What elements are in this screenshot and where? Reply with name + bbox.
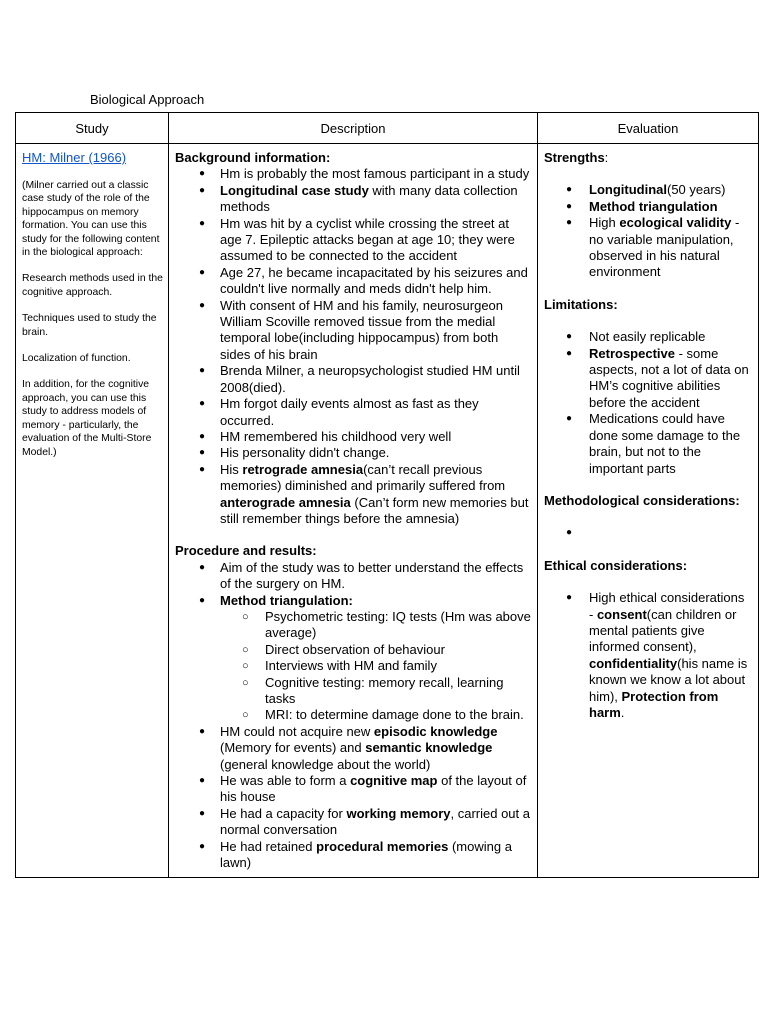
- strengths-colon: :: [604, 150, 609, 165]
- methodological-heading: Methodological considerations:: [544, 492, 740, 508]
- text: (can’t recall previous memories) diminished and primarily suffered from: [220, 461, 506, 494]
- list-item: [544, 525, 752, 541]
- text: HM could not acquire new: [220, 723, 374, 739]
- study-cell: [16, 144, 169, 878]
- list-item: [175, 593, 531, 724]
- header-study: Study: [16, 113, 169, 144]
- study-row: [16, 144, 759, 878]
- sublist-item: ○ Cognitive testing: memory recall, learning tasks: [220, 675, 531, 708]
- list-item: [175, 216, 531, 265]
- text: With consent of HM and his family, neurosurgeon William Scoville removed tissue from the medial temporal lobe(including hippocampus) from both sides of his brain: [220, 297, 504, 362]
- bold-text: retrograde amnesia: [242, 461, 364, 477]
- text: (can children or mental patients give informed consent),: [589, 606, 737, 655]
- sublist-item: ○ Direct observation of behaviour: [220, 642, 531, 658]
- list-item: [544, 411, 752, 477]
- bold-text: Longitudinal case study: [220, 182, 369, 198]
- text: HM remembered his childhood very well: [220, 428, 452, 444]
- text: - no variable manipulation, observed in his natural environment: [589, 215, 740, 280]
- text: Hm was hit by a cyclist while crossing the street at age 7. Epileptic attacks began at age 10; they were assumed to be connected to the accident: [220, 215, 515, 264]
- sublist-item: ○ Psychometric testing: IQ tests (Hm was above average): [220, 609, 531, 642]
- text: of the layout of his house: [220, 773, 527, 805]
- text: He had a capacity for: [220, 805, 347, 821]
- list-item: [175, 166, 531, 182]
- text: Hm forgot daily events almost as fast as they occurred.: [220, 396, 479, 428]
- bold-text: semantic knowledge: [365, 740, 493, 756]
- list-item: [544, 215, 752, 281]
- methodological-list: [544, 525, 752, 541]
- list-item: [175, 724, 531, 773]
- text: He was able to form a: [220, 773, 351, 789]
- list-item: [175, 429, 531, 445]
- bold-text: consent: [596, 606, 647, 622]
- bold-text: confidentiality: [589, 655, 678, 671]
- text: Brenda Milner, a neuropsychologist studied HM until 2008(died).: [220, 363, 520, 395]
- bold-text: Longitudinal: [589, 182, 667, 198]
- bold-text: episodic knowledge: [373, 723, 498, 739]
- list-item: [544, 199, 752, 215]
- procedure-heading: Procedure and results:: [175, 543, 317, 559]
- bold-text: working memory: [346, 805, 451, 821]
- header-description: Description: [169, 113, 538, 144]
- text: Not easily replicable: [589, 329, 706, 345]
- text: (his name is known we know a lot about him),: [589, 655, 748, 704]
- evaluation-cell: [538, 144, 759, 878]
- text: Hm is probably the most famous participant in a study: [220, 166, 530, 182]
- study-note: Research methods used in the cognitive approach.: [22, 273, 163, 298]
- text: Aim of the study was to better understand the effects of the surgery on HM.: [220, 559, 524, 592]
- text: (50 years): [666, 182, 726, 198]
- text: High ethical considerations -: [589, 590, 745, 622]
- bold-text: Protection from harm: [589, 688, 719, 720]
- text: Medications could have done some damage to the brain, but not to the important parts: [589, 411, 741, 476]
- text: with many data collection methods: [220, 182, 518, 215]
- text: - some aspects, not a lot of data on HM’s cognitive abilities before the accident: [589, 345, 749, 410]
- text: , carried out a normal conversation: [220, 805, 530, 838]
- description-cell: [169, 144, 538, 878]
- list-item: [175, 445, 531, 461]
- text: High: [589, 215, 620, 231]
- list-item: [175, 806, 531, 839]
- text: (general knowledge about the world): [220, 756, 431, 772]
- bold-text: cognitive map: [350, 773, 438, 789]
- header-evaluation: Evaluation: [538, 113, 759, 144]
- limitations-list: [544, 329, 752, 477]
- results-list: [175, 724, 531, 872]
- list-item: [544, 329, 752, 345]
- background-heading: Background information:: [175, 150, 331, 165]
- list-item: [175, 396, 531, 429]
- list-item: [544, 346, 752, 412]
- method-label: Method triangulation:: [220, 592, 353, 608]
- text: (Memory for events) and: [220, 740, 366, 756]
- study-note: (Milner carried out a classic case study of the role of the hippocampus on memory formation. You can use this study for the following content in the biological approach:: [22, 180, 160, 259]
- text: Age 27, he became incapacitated by his seizures and couldn't live normally and meds didn't help him.: [220, 264, 528, 297]
- ethical-heading: Ethical considerations:: [544, 557, 688, 573]
- sublist-item: ○ MRI: to determine damage done to the brain.: [220, 707, 531, 723]
- list-item: [175, 298, 531, 364]
- header-row: [16, 113, 759, 144]
- bold-text: ecological validity: [619, 215, 732, 231]
- background-list: [175, 166, 531, 527]
- text: .: [620, 704, 625, 720]
- bold-text: Method triangulation: [589, 198, 718, 214]
- ethical-list: [544, 590, 752, 721]
- list-item: [544, 182, 752, 198]
- study-note: In addition, for the cognitive approach, you can use this study to address models of memory - particularly, the evaluation of the Multi-Store Model.): [22, 379, 152, 458]
- strengths-list: [544, 182, 752, 280]
- bold-text: Retrospective: [589, 345, 675, 361]
- page-heading: Biological Approach: [90, 92, 205, 107]
- limitations-heading: Limitations:: [544, 296, 618, 312]
- strengths-heading-line: [544, 150, 752, 166]
- list-item: [175, 265, 531, 298]
- list-item: [175, 183, 531, 216]
- text: His: [220, 461, 243, 477]
- text: His personality didn't change.: [220, 445, 390, 461]
- strengths-heading: Strengths: [544, 150, 605, 165]
- list-item: [175, 773, 531, 806]
- study-link[interactable]: HM: Milner (1966): [22, 150, 127, 165]
- bold-text: procedural memories: [316, 838, 449, 854]
- study-note: Techniques used to study the brain.: [22, 313, 157, 338]
- study-table: [15, 112, 759, 878]
- study-note: Localization of function.: [22, 353, 131, 365]
- method-sublist: [220, 609, 531, 724]
- list-item: [175, 363, 531, 396]
- text: He had retained: [220, 838, 317, 854]
- procedure-list: [175, 560, 531, 724]
- list-item: [175, 560, 531, 593]
- list-item: [175, 839, 531, 872]
- sublist-item: ○ Interviews with HM and family: [220, 658, 531, 674]
- text: (mowing a lawn): [220, 838, 512, 871]
- list-item: [175, 462, 531, 528]
- list-item: [544, 590, 752, 721]
- bold-text: anterograde amnesia: [220, 494, 351, 510]
- text: (Can’t form new memories but still remember things before the amnesia): [220, 494, 529, 526]
